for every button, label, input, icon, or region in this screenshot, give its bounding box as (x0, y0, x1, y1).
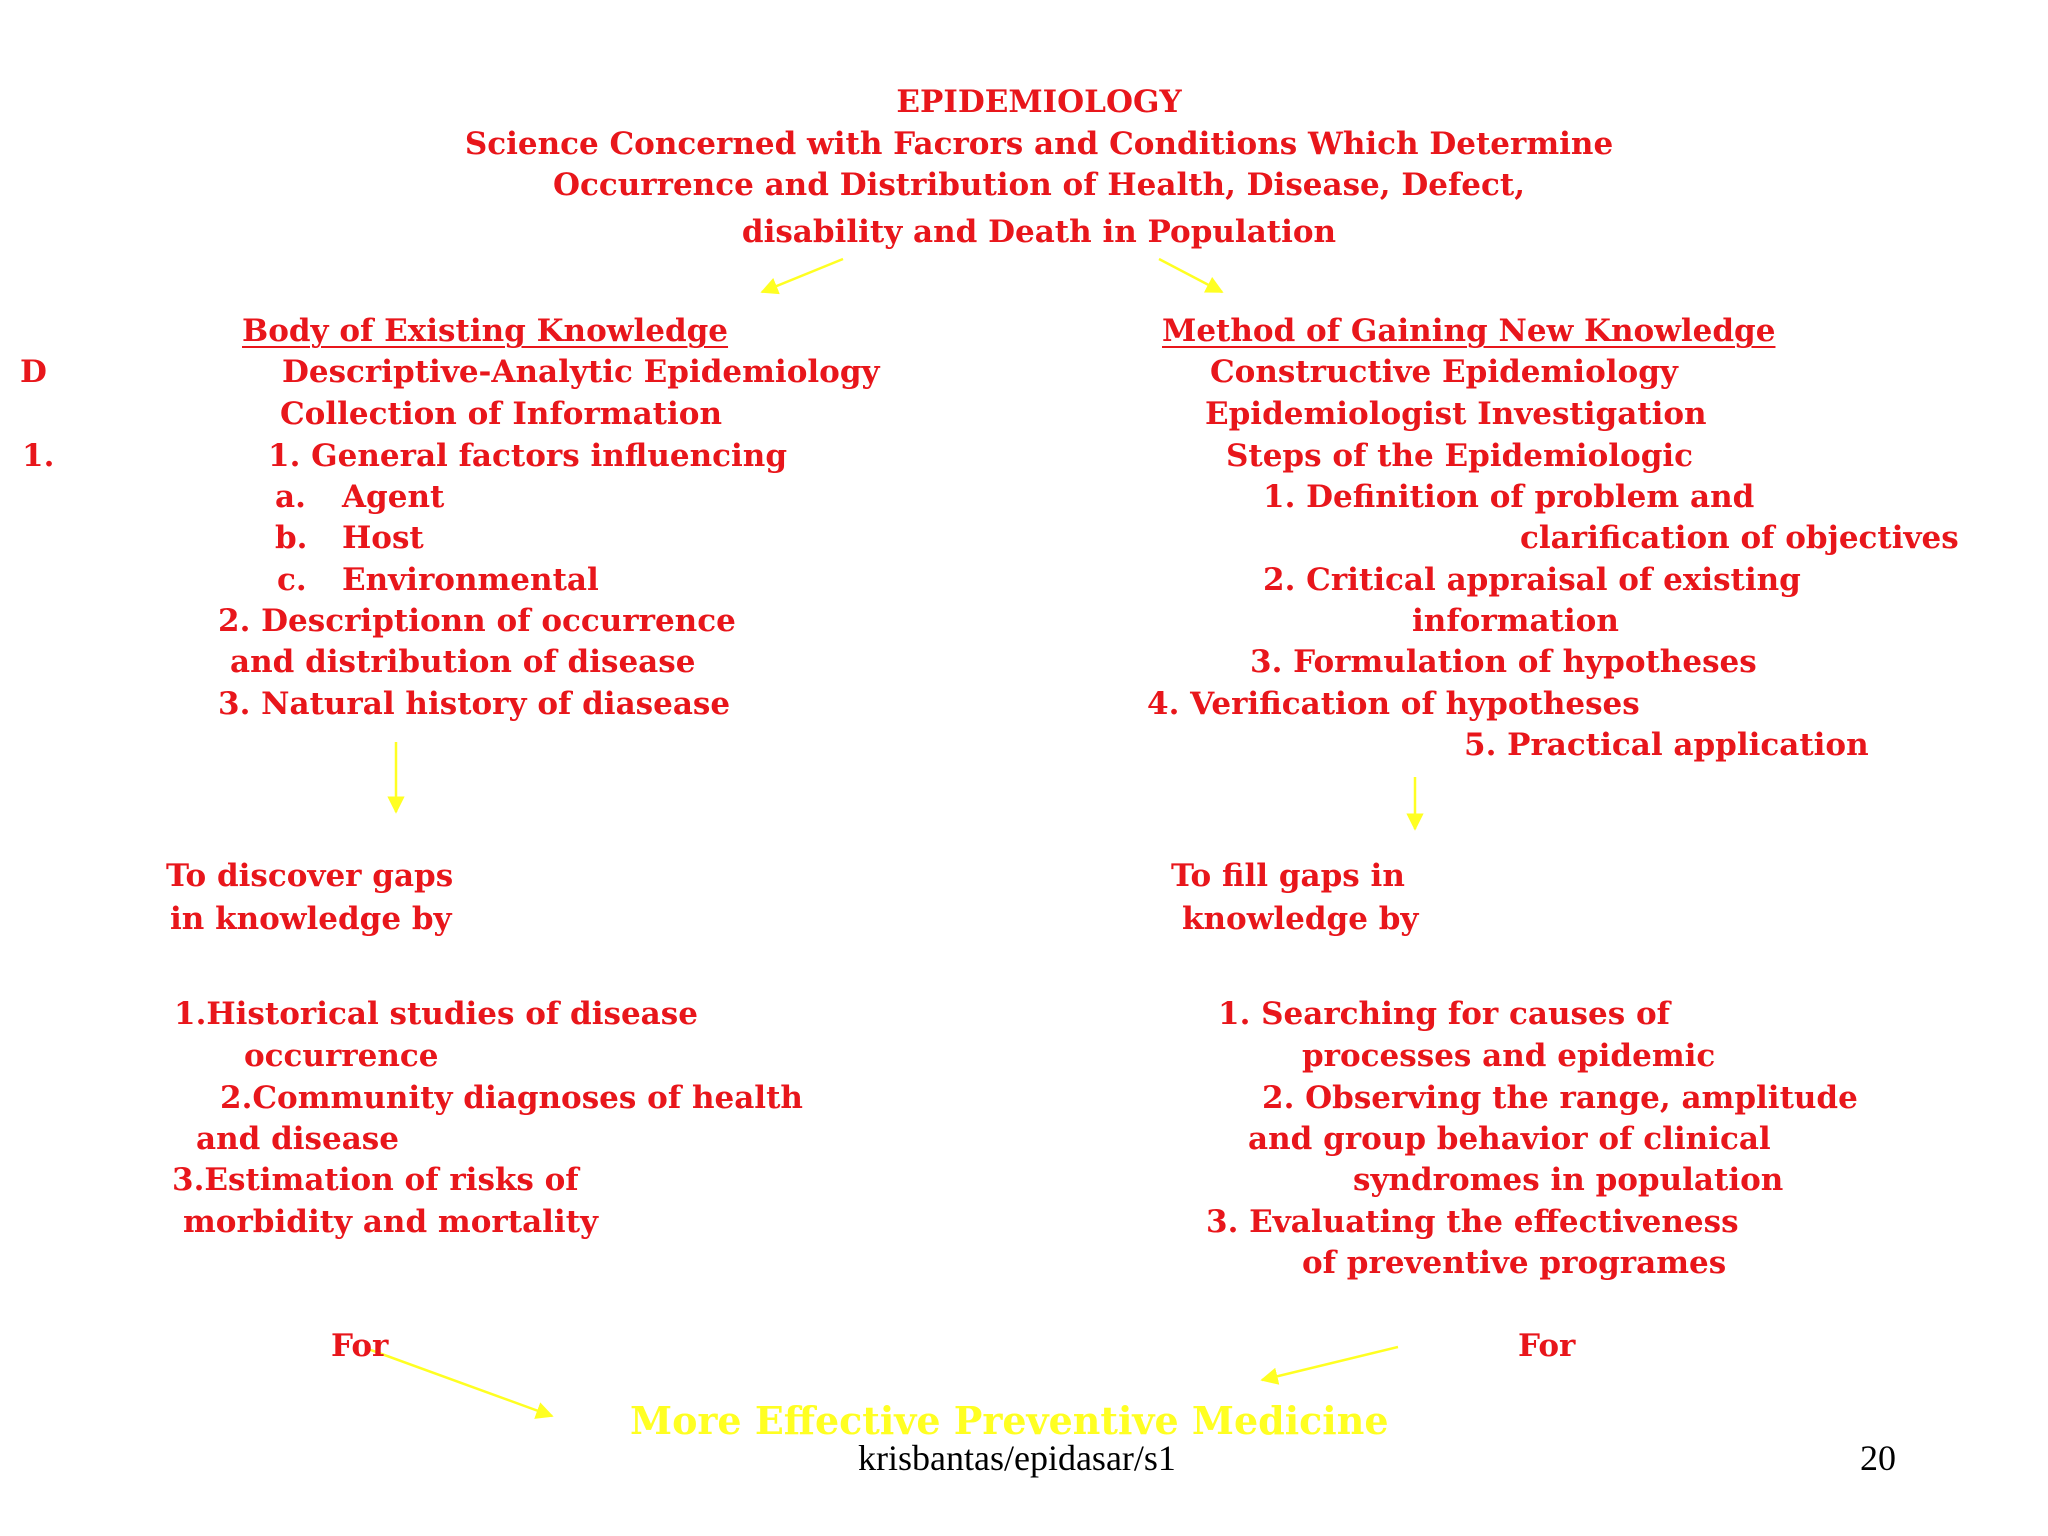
right-step-3: 3. Formulation of hypotheses (1250, 644, 1757, 680)
right-method-1-line-2: processes and epidemic (1302, 1038, 1716, 1074)
left-item-1b: Host (342, 520, 424, 556)
right-method-2-line-1: 2. Observing the range, amplitude (1262, 1080, 1858, 1116)
left-item-1a: Agent (342, 479, 445, 515)
right-step-2-line-1: 2. Critical appraisal of existing (1263, 562, 1801, 598)
left-method-2-line-1: 2.Community diagnoses of health (220, 1080, 803, 1116)
left-method-3-line-1: 3.Estimation of risks of (172, 1162, 579, 1198)
left-goal-line-2: in knowledge by (170, 901, 452, 937)
right-step-1-line-2: clarification of objectives (1520, 520, 1959, 556)
arrow-right-for (1262, 1347, 1398, 1380)
arrow-title-to-left (762, 259, 843, 292)
right-method-3-line-2: of preventive programes (1302, 1245, 1727, 1281)
right-for-label: For (1518, 1328, 1576, 1364)
page-number: 20 (1860, 1438, 1896, 1478)
left-method-1-line-2: occurrence (244, 1038, 439, 1074)
right-sub-investigation: Epidemiologist Investigation (1205, 396, 1707, 432)
margin-label-1: 1. (22, 438, 55, 474)
arrow-left-for (368, 1349, 552, 1416)
right-sub-steps: Steps of the Epidemiologic (1226, 438, 1694, 474)
left-for-label: For (331, 1328, 389, 1364)
right-sub-constructive: Constructive Epidemiology (1210, 354, 1678, 390)
left-item-1c: Environmental (342, 562, 599, 598)
left-item-2-line-2: and distribution of disease (230, 644, 696, 680)
left-method-1-line-1: 1.Historical studies of disease (174, 996, 698, 1032)
left-item-1c-marker: c. (277, 562, 307, 598)
margin-label-d: D (20, 354, 47, 390)
left-goal-line-1: To discover gaps (166, 858, 454, 894)
left-item-2-line-1: 2. Descriptionn of occurrence (218, 603, 736, 639)
left-item-1a-marker: a. (275, 479, 306, 515)
left-heading: Body of Existing Knowledge (242, 313, 729, 349)
right-step-1-line-1: 1. Definition of problem and (1263, 479, 1755, 515)
conclusion-text: More Effective Preventive Medicine (630, 1398, 1389, 1443)
right-method-3-line-1: 3. Evaluating the effectiveness (1206, 1204, 1739, 1240)
left-sub-descriptive: Descriptive-Analytic Epidemiology (282, 354, 880, 390)
right-goal-line-2: knowledge by (1182, 901, 1419, 937)
diagram-title: EPIDEMIOLOGY (896, 84, 1182, 120)
right-method-2-line-2: and group behavior of clinical (1248, 1121, 1771, 1157)
footer-source: krisbantas/epidasar/s1 (858, 1438, 1176, 1478)
left-item-1b-marker: b. (275, 520, 308, 556)
definition-line-2: Occurrence and Distribution of Health, Disease, Defect, (552, 167, 1526, 203)
left-sub-collection: Collection of Information (280, 396, 722, 432)
definition-line-3: disability and Death in Population (741, 214, 1337, 250)
left-method-3-line-2: morbidity and mortality (183, 1204, 599, 1240)
right-method-1-line-1: 1. Searching for causes of (1218, 996, 1670, 1032)
right-step-2-line-2: information (1412, 603, 1619, 639)
arrow-title-to-right (1159, 259, 1222, 292)
right-method-2-line-3: syndromes in population (1353, 1162, 1784, 1198)
left-item-3: 3. Natural history of diasease (218, 686, 731, 722)
definition-line-1: Science Concerned with Facrors and Conditions Which Determine (464, 126, 1614, 162)
right-step-4: 4. Verification of hypotheses (1147, 686, 1640, 722)
left-method-2-line-2: and disease (196, 1121, 399, 1157)
left-item-1: 1. General factors influencing (268, 438, 787, 474)
right-step-5: 5. Practical application (1464, 727, 1869, 763)
right-goal-line-1: To fill gaps in (1171, 858, 1405, 894)
right-heading: Method of Gaining New Knowledge (1162, 313, 1776, 349)
